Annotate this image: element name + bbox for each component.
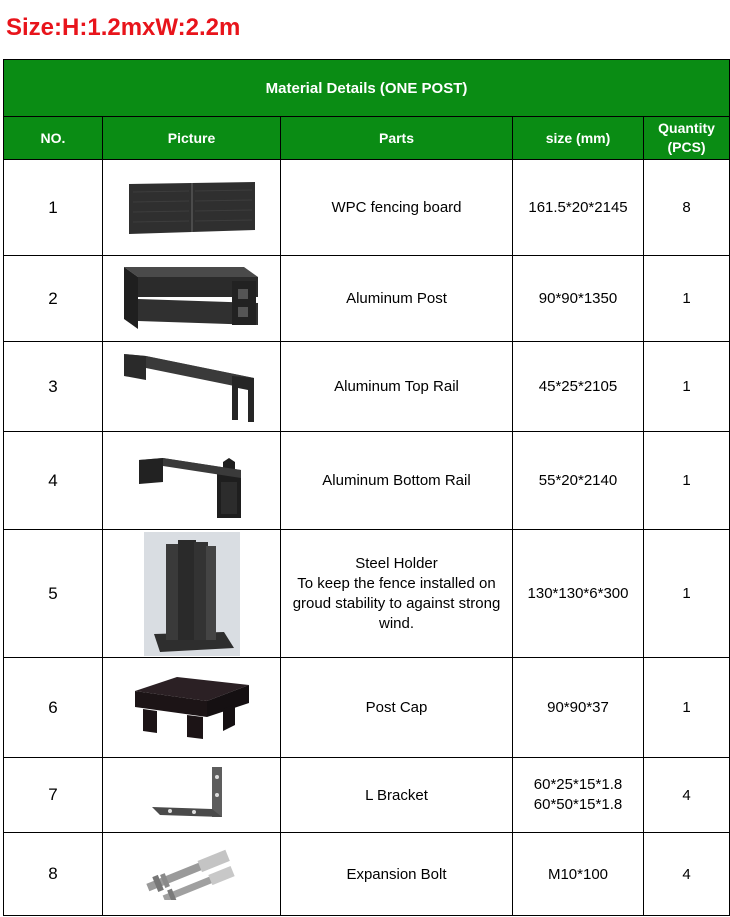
picture-cell [103,658,281,758]
picture-cell [103,256,281,342]
picture-cell [103,160,281,256]
aluminum-post-icon [122,263,262,335]
table-row [4,833,730,916]
header-no: NO. [4,117,103,160]
wpc-board-icon [125,178,259,238]
part-name-line1: Steel Holder [355,554,438,572]
header-quantity-line1: Quantity [658,120,715,136]
l-bracket-icon [150,765,234,825]
part-quantity: 1 [644,342,730,432]
top-rail-icon [122,350,262,424]
header-picture: Picture [103,117,281,160]
table-banner-row [4,60,730,117]
table-row [4,432,730,530]
part-size-line2: 60*50*15*1.8 [533,796,623,813]
bottom-rail-icon [137,442,247,520]
steel-holder-icon [144,532,240,656]
picture-cell [103,530,281,658]
part-name: WPC fencing board [281,160,513,256]
header-parts: Parts [281,117,513,160]
table-row [4,256,730,342]
part-size: 130*130*6*300 [513,530,644,658]
expansion-bolt-icon [142,848,242,900]
row-number: 6 [4,658,103,758]
picture-cell [103,432,281,530]
row-number: 7 [4,758,103,833]
picture-cell [103,342,281,432]
material-table [3,59,730,916]
part-name [281,530,513,658]
table-header-row [4,117,730,160]
part-size [513,758,644,833]
part-name: Aluminum Post [281,256,513,342]
row-number: 2 [4,256,103,342]
part-size: 161.5*20*2145 [513,160,644,256]
row-number: 1 [4,160,103,256]
part-size-line1: 60*25*15*1.8 [533,776,623,793]
part-quantity: 4 [644,758,730,833]
part-size: 90*90*37 [513,658,644,758]
part-quantity: 8 [644,160,730,256]
table-row [4,758,730,833]
part-size: 55*20*2140 [513,432,644,530]
part-name: Aluminum Bottom Rail [281,432,513,530]
page-title: Size:H:1.2mxW:2.2m [6,14,241,41]
part-name: Aluminum Top Rail [281,342,513,432]
part-description-line3: groud stability to against strong [292,594,501,612]
part-name: L Bracket [281,758,513,833]
post-cap-icon [131,673,253,743]
row-number: 4 [4,432,103,530]
table-row [4,342,730,432]
part-size: 90*90*1350 [513,256,644,342]
part-quantity: 1 [644,530,730,658]
part-quantity: 1 [644,432,730,530]
part-quantity: 1 [644,256,730,342]
table-row [4,160,730,256]
row-number: 8 [4,833,103,916]
table-row [4,658,730,758]
part-quantity: 4 [644,833,730,916]
row-number: 3 [4,342,103,432]
part-name: Post Cap [281,658,513,758]
table-row [4,530,730,658]
part-description-line2: To keep the fence installed on [297,574,496,592]
header-quantity-line2: (PCS) [667,139,706,155]
part-size: M10*100 [513,833,644,916]
picture-cell [103,758,281,833]
header-size: size (mm) [513,117,644,160]
part-quantity: 1 [644,658,730,758]
table-banner: Material Details (ONE POST) [4,60,730,117]
picture-cell [103,833,281,916]
row-number: 5 [4,530,103,658]
header-quantity [644,117,730,160]
part-description-line4: wind. [378,614,415,632]
part-name: Expansion Bolt [281,833,513,916]
part-size: 45*25*2105 [513,342,644,432]
